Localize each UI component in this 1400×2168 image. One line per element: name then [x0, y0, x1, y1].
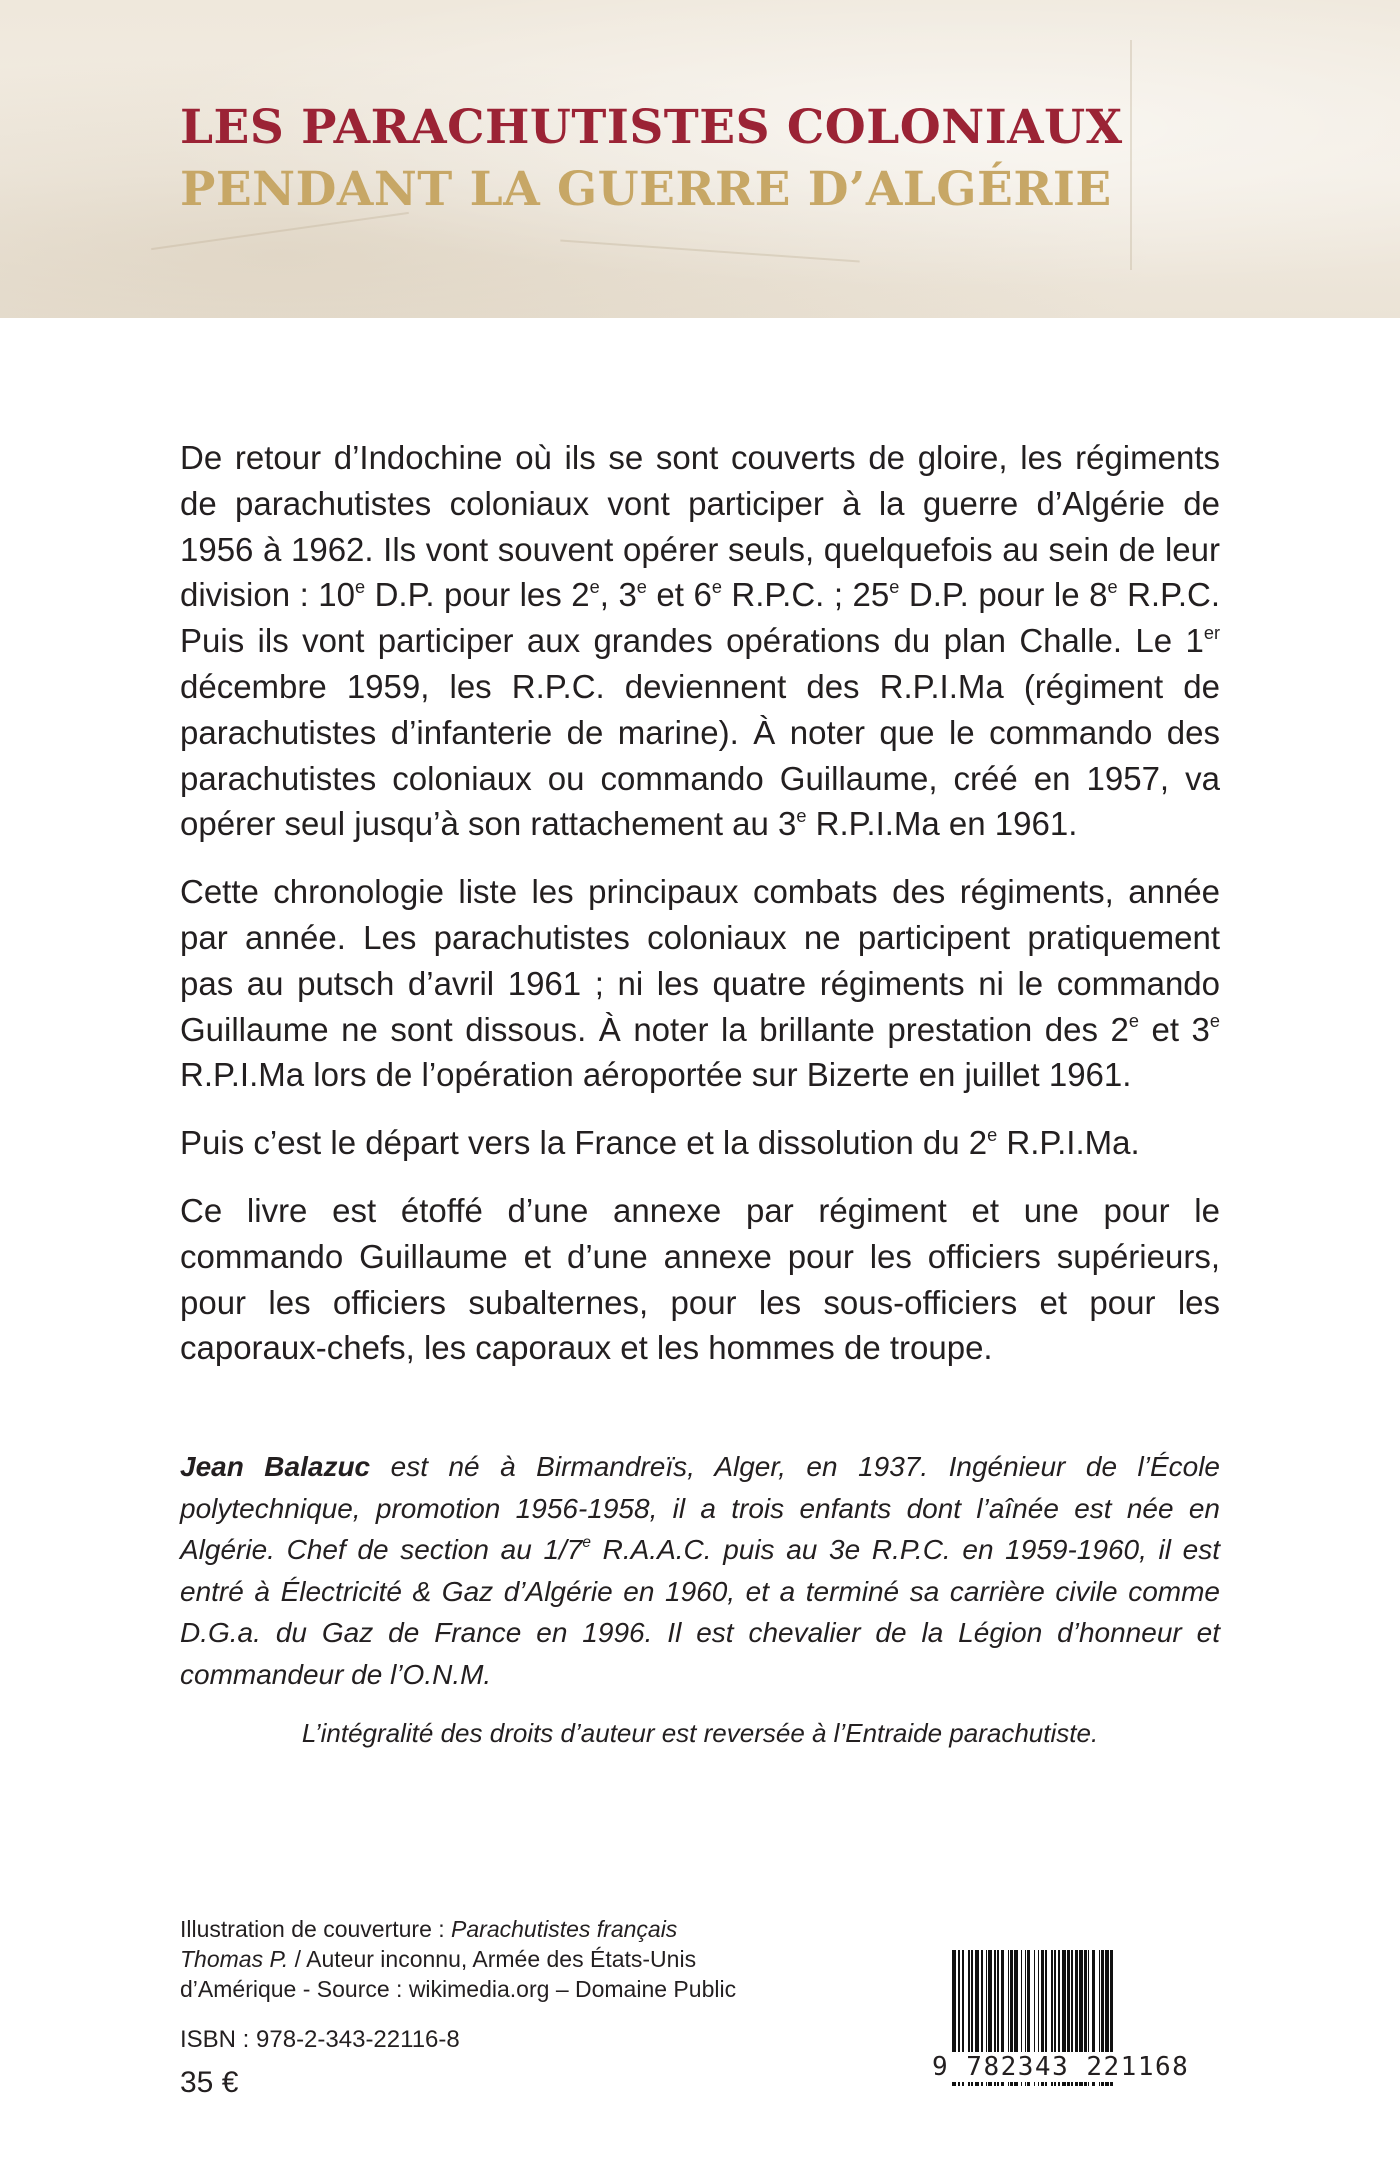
price: 35 € — [180, 2066, 239, 2099]
cover-credits: Illustration de couverture : Parachutistes français Thomas P. / Auteur inconnu, Armée des États-Unis d’Amérique - Source : wikimedia.org – Domaine Public — [180, 1916, 737, 2002]
author-bio: Jean Balazuc est né à Birmandreïs, Alger, en 1937. Ingénieur de l’École polytechnique, promotion 1956-1958, il a trois enfants dont l’aînée est née en Algérie. Chef de section au 1/7e R.A.A.C. puis au 3e R.P.C. en 1959-1960, il est entré à Électricité & Gaz d’Algérie en 1960, et a terminé sa carrière civile comme D.G.a. du Gaz de France en 1996. Il est chevalier de la Légion d’honneur et commandeur de l’O.N.M. — [180, 1451, 1220, 1690]
header-banner — [0, 0, 1400, 318]
isbn-number: ISBN : 978-2-343-22116-8 — [180, 2026, 460, 2053]
book-title-line1: LES PARACHUTISTES COLONIAUX — [180, 100, 1123, 155]
barcode-number: 9 782343 221168 — [930, 2052, 1237, 2082]
summary-text — [180, 435, 1220, 1393]
book-title-line2: PENDANT LA GUERRE D’ALGÉRIE — [180, 162, 1112, 217]
summary-paragraph-4: Ce livre est étoffé d’une annexe par régiment et une pour le commando Guillaume et d’une annexe pour les officiers supérieurs, pour les officiers subalternes, pour les sous-officiers et pour les caporaux-chefs, les caporaux et les hommes de troupe. — [180, 1191, 1220, 1367]
summary-paragraph-3: Puis c’est le départ vers la France et la dissolution du 2e R.P.I.Ma. — [180, 1124, 1140, 1162]
author-name: Jean Balazuc — [180, 1451, 371, 1482]
rights-note: L’intégralité des droits d’auteur est reversée à l’Entraide parachutiste. — [301, 1718, 1099, 1748]
summary-paragraph-2: Cette chronologie liste les principaux combats des régiments, année par année. Les parachutistes coloniaux ne participent pratiquement pas au putsch d’avril 1961 ; ni les quatre régiments ni le commando Guillaume ne sont dissous. À noter la brillante prestation des 2e et 3e R.P.I.Ma lors de l’opération aéroportée sur Bizerte en juillet 1961. — [180, 873, 1220, 1094]
summary-paragraph-1: De retour d’Indochine où ils se sont couverts de gloire, les régiments de parachutistes coloniaux vont participer à la guerre d’Algérie de 1956 à 1962. Ils vont souvent opérer seuls, quelquefois au sein de leur division : 10e D.P. pour les 2e, 3e et 6e R.P.C. ; 25e D.P. pour le 8e R.P.C. Puis ils vont participer aux grandes opérations du plan Challe. Le 1er décembre 1959, les R.P.C. deviennent des R.P.I.Ma (régiment de parachutistes d’infanterie de marine). À noter que le commando des parachutistes coloniaux ou commando Guillaume, créé en 1957, va opérer seul jusqu’à son rattachement au 3e R.P.I.Ma en 1961. — [180, 439, 1220, 843]
paper-crease — [151, 212, 409, 250]
paper-crease — [560, 240, 859, 263]
paper-crease — [1130, 40, 1132, 270]
